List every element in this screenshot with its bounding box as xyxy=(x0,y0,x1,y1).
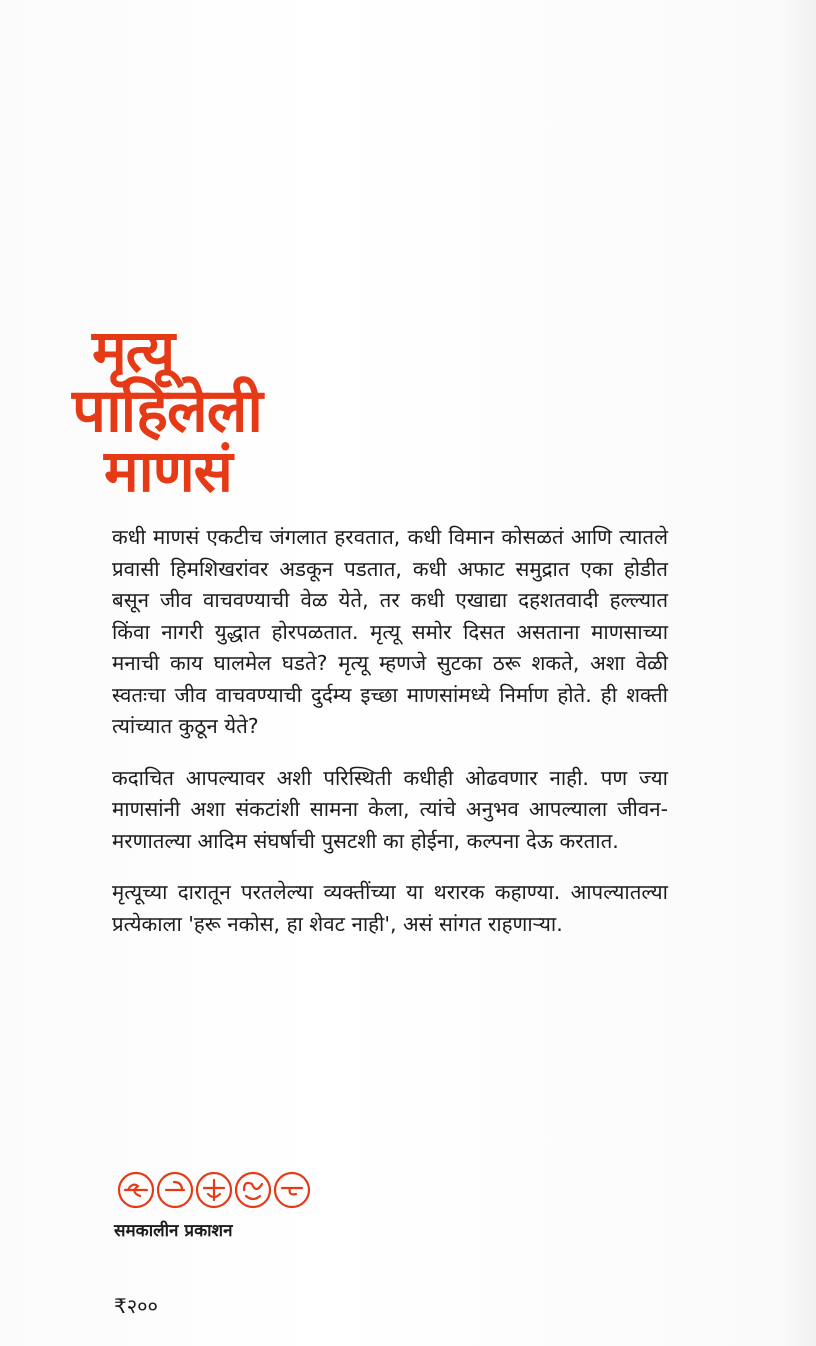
publisher-logo-icon xyxy=(116,1170,312,1210)
blurb-paragraph-2: कदाचित आपल्यावर अशी परिस्थिती कधीही ओढवणार नाही. पण ज्या माणसांनी अशा संकटांशी सामना केला, त्यांचे अनुभव आपल्याला जीवन-मरणातल्या आदिम संघर्षाची पुसटशी का होईना, कल्पना देऊ करतात. xyxy=(112,765,668,853)
title-line-2: पाहिलेली xyxy=(72,376,262,447)
blurb xyxy=(112,522,668,960)
title-line-3: माणसं xyxy=(104,437,232,506)
publisher-name: समकालीन प्रकाशन xyxy=(114,1221,233,1241)
blurb-paragraph-3: मृत्यूच्या दारातून परतलेल्या व्यक्तींच्या या थरारक कहाण्या. आपल्यातल्या प्रत्येकाला 'हरू नकोस, हा शेवट नाही', असं सांगत राहणाऱ्या. xyxy=(112,880,668,936)
title-line-1: मृत्यू xyxy=(92,317,175,385)
book-title xyxy=(72,317,292,506)
blurb-paragraph-1: कधी माणसं एकटीच जंगलात हरवतात, कधी विमान कोसळतं आणि त्यातले प्रवासी हिमशिखरांवर अडकून पडतात, कधी अफाट समुद्रात एका होडीत बसून जीव वाचवण्याची वेळ येते, तर कधी एखाद्या दहशतवादी हल्ल्यात किंवा नागरी युद्धात होरपळतात. मृत्यू समोर दिसत असताना माणसाच्या मनाची काय घालमेल घडते? मृत्यू म्हणजे सुटका ठरू शकते, अशा वेळी स्वतःचा जीव वाचवण्याची दुर्दम्य इच्छा माणसांमध्ये निर्माण होते. ही शक्ती त्यांच्यात कुठून येते? xyxy=(112,525,668,738)
book-price: ₹२०० xyxy=(114,1294,158,1318)
